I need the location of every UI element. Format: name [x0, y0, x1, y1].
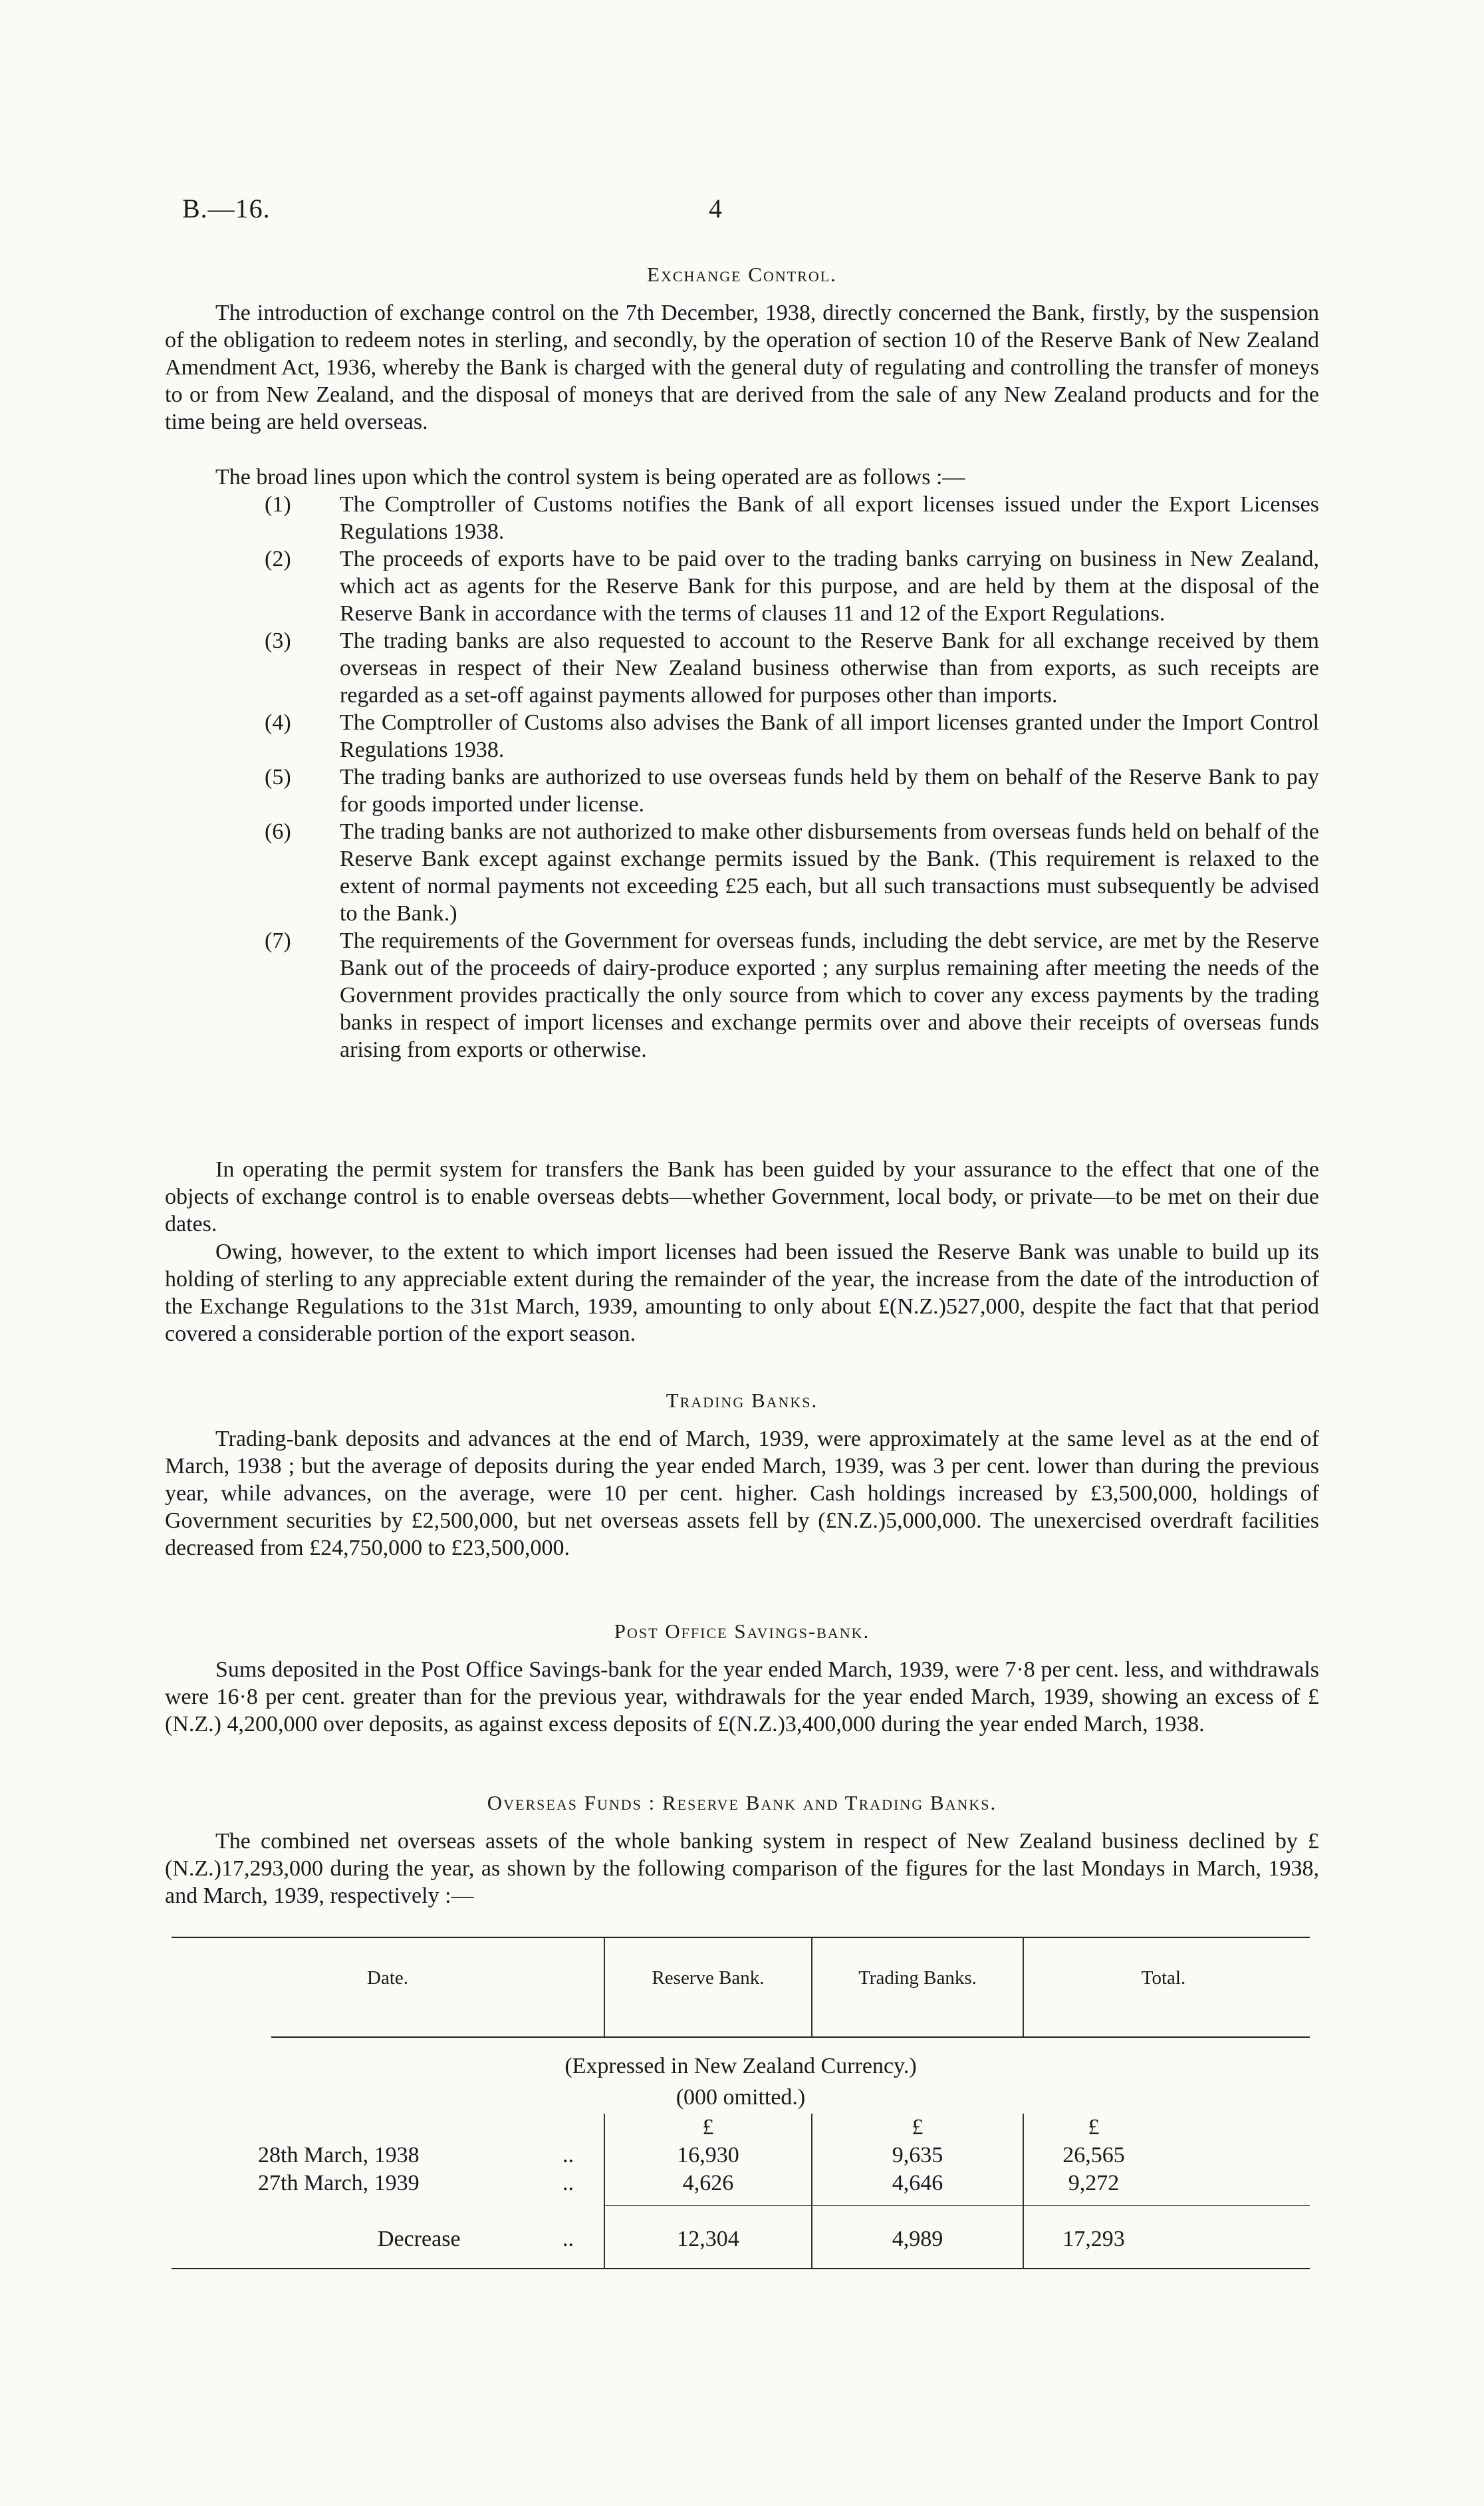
section-heading-overseas-funds: Overseas Funds : Reserve Bank and Trading Banks. — [487, 1791, 997, 1814]
exchange-paragraph-4: Owing, however, to the extent to which import licenses had been issued the Reserve Bank was unable to build up its holding of sterling to any appreciable extent during the remainder of the year, the increase from the date of the introduction of the Exchange Regulations to the 31st March, 1939, amounting to only about £(N.Z.)527,000, despite the fact that that period covered a considerable portion of the export season. — [165, 1240, 1319, 1346]
row-leader: .. — [562, 2227, 574, 2251]
column-header-reserve-bank: Reserve Bank. — [652, 1967, 765, 1989]
subtotal-rule — [604, 2205, 1310, 2206]
row-total-value: 26,565 — [1062, 2143, 1125, 2167]
column-header-date: Date. — [367, 1967, 408, 1989]
row-date: 27th March, 1939 — [258, 2171, 420, 2195]
currency-symbol: £ — [702, 2115, 714, 2140]
exchange-paragraph-3: In operating the permit system for transfers the Bank has been guided by your assurance to the effect that one of the objects of exchange control is to enable overseas debts—whether Government, local body, or private—to be met on their due dates. — [165, 1157, 1319, 1236]
row-reserve-value: 4,626 — [682, 2171, 734, 2195]
exchange-paragraph-1: The introduction of exchange control on the 7th December, 1938, directly concerned the Bank, firstly, by the suspension of the obligation to redeem notes in sterling, and secondly, by the operation of section 10 of the Reserve Bank of New Zealand Amendment Act, 1936, whereby the Bank is charged with the general duty of regulating and controlling the transfer of moneys to or from New Zealand, and the disposal of moneys that are derived from the sale of any New Zealand products and for the time being are held overseas. — [165, 301, 1319, 434]
list-item: (4) The Comptroller of Customs also advises the Bank of all import licenses granted under the Import Control Regulations 1938. — [265, 710, 1319, 762]
row-total-value: 9,272 — [1068, 2171, 1120, 2195]
table-note-omitted: (000 omitted.) — [676, 2085, 806, 2110]
row-date: 28th March, 1938 — [258, 2143, 420, 2167]
page-number: 4 — [709, 194, 722, 223]
list-item: (5) The trading banks are authorized to use overseas funds held by them on behalf of the Reserve Bank to pay for goods imported under license. — [265, 765, 1319, 817]
list-item: (1) The Comptroller of Customs notifies the Bank of all export licenses issued under the Export Licenses Regulations 1938. — [265, 492, 1319, 544]
table-bottom-rule — [172, 2268, 1310, 2269]
decrease-trading-value: 4,989 — [892, 2227, 943, 2251]
exchange-paragraph-2: The broad lines upon which the control system is being operated are as follows :— — [215, 465, 965, 489]
row-leader: .. — [562, 2143, 574, 2167]
section-heading-exchange-control: Exchange Control. — [647, 263, 837, 286]
list-item: (3) The trading banks are also requested to account to the Reserve Bank for all exchange received by them overseas in respect of their New Zealand business otherwise than from exports, as such receipts are regarded as a set-off against payments allowed for purposes other than imports. — [265, 628, 1319, 708]
column-header-total: Total. — [1141, 1967, 1186, 1989]
post-office-paragraph: Sums deposited in the Post Office Savings-bank for the year ended March, 1939, were 7·8 per cent. less, and withdrawals were 16·8 per cent. greater than for the previous year, withdrawals for the year ended March, 1939, showing an excess of £(N.Z.) 4,200,000 over deposits, as against excess deposits of £(N.Z.)3,400,000 during the year ended March, 1938. — [165, 1657, 1319, 1737]
section-heading-trading-banks: Trading Banks. — [666, 1389, 818, 1412]
list-item: (7) The requirements of the Government for overseas funds, including the debt service, are met by the Reserve Bank out of the proceeds of dairy-produce exported ; any surplus remaining after meeting the needs of the Government provides practically the only source from which to cover any excess payments by the trading banks in respect of import licenses and exchange permits over and above their receipts of overseas funds arising from exports or otherwise. — [265, 928, 1319, 1062]
row-trading-value: 9,635 — [892, 2143, 943, 2167]
row-reserve-value: 16,930 — [677, 2143, 739, 2167]
section-heading-post-office: Post Office Savings-bank. — [614, 1619, 870, 1643]
table-note-currency: (Expressed in New Zealand Currency.) — [564, 2054, 917, 2078]
list-item: (6) The trading banks are not authorized to make other disbursements from overseas funds held on behalf of the Reserve Bank except against exchange permits issued by the Bank. (This requirement is relaxed to the extent of normal payments not exceeding £25 each, but all such transactions must subsequently be advised to the Bank.) — [265, 819, 1319, 926]
document-reference: B.—16. — [182, 194, 271, 223]
currency-symbol: £ — [1088, 2115, 1100, 2140]
row-trading-value: 4,646 — [892, 2171, 943, 2195]
overseas-paragraph: The combined net overseas assets of the whole banking system in respect of New Zealand business declined by £(N.Z.)17,293,000 during the year, as shown by the following comparison of the figures for the last Mondays in March, 1938, and March, 1939, respectively :— — [165, 1829, 1319, 1908]
row-leader: .. — [562, 2171, 574, 2195]
table-top-rule — [172, 1937, 1310, 1938]
table-header-rule — [271, 2036, 1310, 2038]
decrease-reserve-value: 12,304 — [677, 2227, 739, 2251]
currency-symbol: £ — [912, 2115, 924, 2140]
decrease-label: Decrease — [378, 2227, 461, 2251]
list-item: (2) The proceeds of exports have to be paid over to the trading banks carrying on business in New Zealand, which act as agents for the Reserve Bank for this purpose, and are held by them at the disposal of the Reserve Bank in accordance with the terms of clauses 11 and 12 of the Export Regulations. — [265, 547, 1319, 626]
trading-paragraph: Trading-bank deposits and advances at the end of March, 1939, were approximately at the same level as at the end of March, 1938 ; but the average of deposits during the year ended March, 1939, was 3 per cent. lower than during the previous year, while advances, on the average, were 10 per cent. higher. Cash holdings increased by £3,500,000, holdings of Government securities by £2,500,000, but net overseas assets fell by (£N.Z.)5,000,000. The unexercised overdraft facilities decreased from £24,750,000 to £23,500,000. — [165, 1427, 1319, 1560]
control-measures-list — [165, 491, 1319, 1063]
decrease-total-value: 17,293 — [1062, 2227, 1125, 2251]
column-header-trading-banks: Trading Banks. — [858, 1967, 977, 1989]
